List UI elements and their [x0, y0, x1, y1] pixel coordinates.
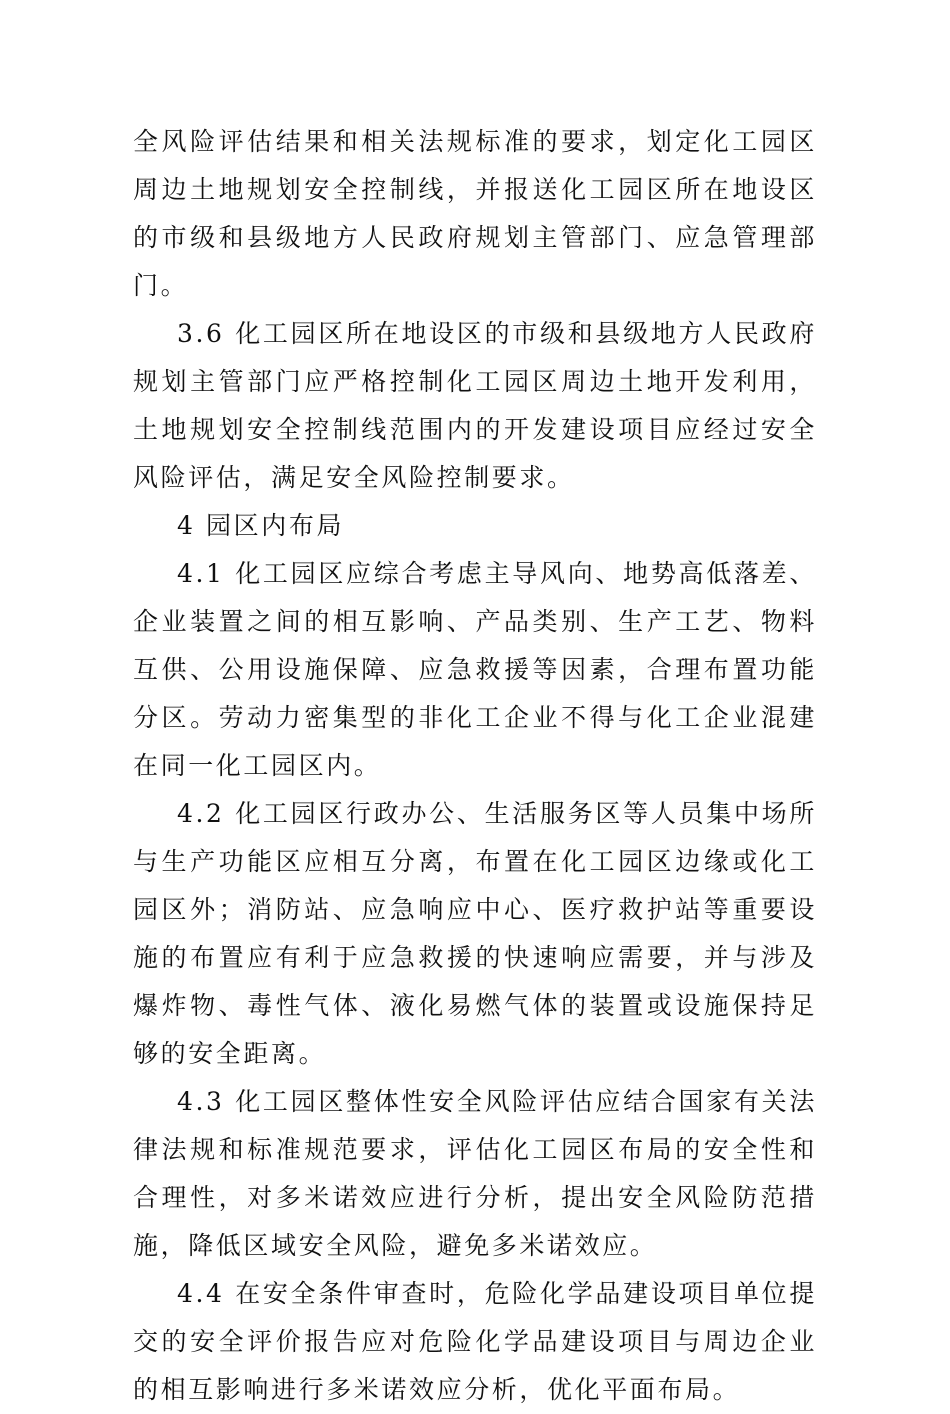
paragraph-4-1: 4.1 化工园区应综合考虑主导风向、地势高低落差、企业装置之间的相互影响、产品类别、生产工艺、物料互供、公用设施保障、应急救援等因素，合理布置功能分区。劳动力密集型的非化工企业不得与化工企业混建在同一化工园区内。	[133, 559, 817, 780]
paragraph-3-6: 3.6 化工园区所在地设区的市级和县级地方人民政府规划主管部门应严格控制化工园区周边土地开发利用，土地规划安全控制线范围内的开发建设项目应经过安全风险评估，满足安全风险控制要求。	[133, 319, 817, 492]
paragraph-4-3: 4.3 化工园区整体性安全风险评估应结合国家有关法律法规和标准规范要求，评估化工园区布局的安全性和合理性，对多米诺效应进行分析，提出安全风险防范措施，降低区域安全风险，避免多米诺效应。	[133, 1087, 817, 1260]
paragraph-continued: 全风险评估结果和相关法规标准的要求，划定化工园区周边土地规划安全控制线，并报送化工园区所在地设区的市级和县级地方人民政府规划主管部门、应急管理部门。	[133, 127, 817, 300]
paragraph-4-4: 4.4 在安全条件审查时，危险化学品建设项目单位提交的安全评价报告应对危险化学品建设项目与周边企业的相互影响进行多米诺效应分析，优化平面布局。	[133, 1279, 817, 1404]
document-body	[133, 118, 817, 1414]
paragraph-4-2: 4.2 化工园区行政办公、生活服务区等人员集中场所与生产功能区应相互分离，布置在化工园区边缘或化工园区外；消防站、应急响应中心、医疗救护站等重要设施的布置应有利于应急救援的快速响应需要，并与涉及爆炸物、毒性气体、液化易燃气体的装置或设施保持足够的安全距离。	[133, 799, 817, 1068]
section-heading-4: 4 园区内布局	[177, 511, 345, 540]
